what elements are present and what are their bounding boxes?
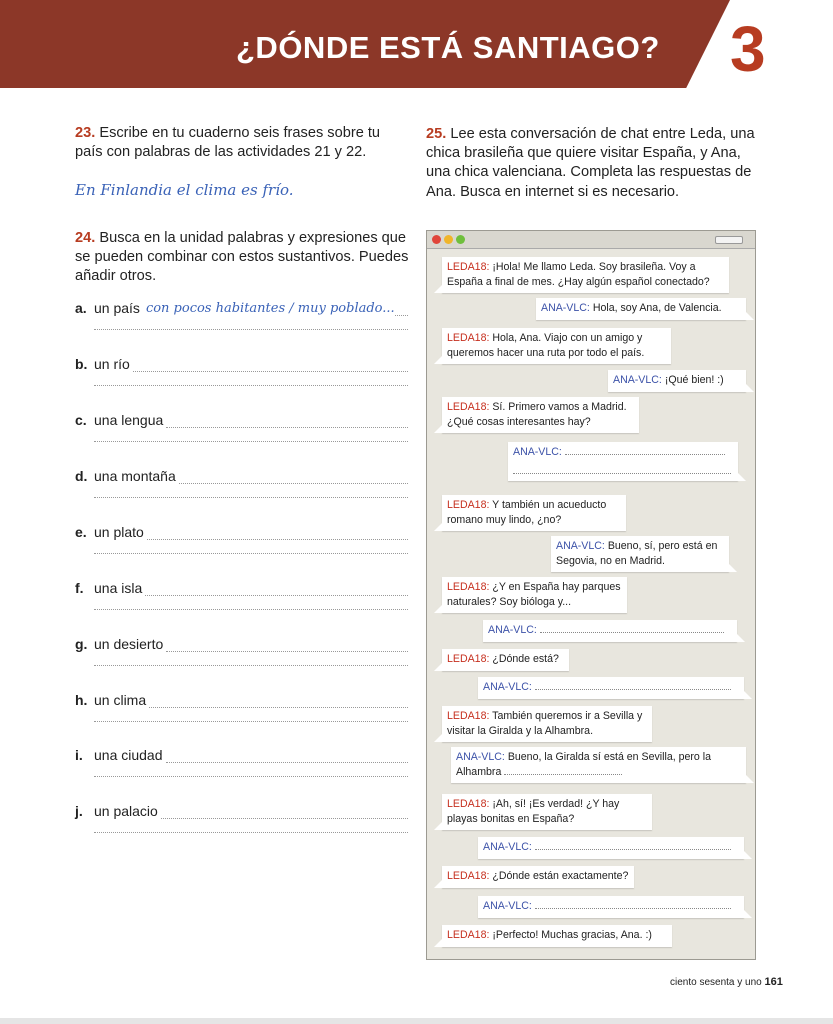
item-noun: una lengua [94,412,164,428]
chat-sender: LEDA18: [447,798,490,810]
page-number: 161 [764,976,783,988]
vocab-item [75,356,408,396]
item-answer-line[interactable] [94,747,408,763]
item-letter: g. [75,636,88,652]
answer-blank[interactable] [565,445,725,455]
vocab-item [75,468,408,508]
chat-sender: LEDA18: [447,653,490,665]
chat-titlebar [427,231,755,249]
chat-message-ana[interactable] [483,620,737,642]
chat-window [426,230,756,960]
item-letter: a. [75,300,87,316]
item-letter: h. [75,692,88,708]
exercise-25 [426,125,761,202]
answer-blank[interactable] [513,464,731,474]
answer-blank[interactable] [535,899,731,909]
item-answer-line[interactable] [94,636,408,652]
item-answer-line[interactable] [94,580,408,596]
chat-text: ¿Dónde están exactamente? [492,870,629,882]
answer-blank[interactable] [535,840,731,850]
chat-sender: ANA-VLC: [513,446,562,458]
chat-message-ana [536,298,746,320]
chat-text: Bueno, la Giralda sí está en Sevilla, pero la Alhambra [456,751,711,778]
chat-sender: LEDA18: [447,401,490,413]
vocab-item [75,524,408,564]
chat-message-leda [442,328,671,364]
exercise-25-number: 25. [426,126,447,142]
item-extra-line[interactable] [94,609,408,610]
item-letter: d. [75,468,88,484]
chat-message-ana[interactable] [478,837,744,859]
item-noun: una ciudad [94,747,163,763]
chat-text: ¿Y en España hay parques naturales? Soy bióloga y... [447,581,621,608]
chat-sender: LEDA18: [447,870,490,882]
exercise-23-number: 23. [75,125,96,141]
vocab-item [75,636,408,676]
chat-text: ¡Hola! Me llamo Leda. Soy brasileña. Voy a España a final de mes. ¿Hay algún español conectado? [447,261,710,288]
chat-sender: LEDA18: [447,929,490,941]
item-noun: una isla [94,580,143,596]
exercise-25-text: Lee esta conversación de chat entre Leda, una chica brasileña que quiere visitar España, y Ana, una chica valenciana. Completa las respuestas de Ana. Busca en internet si es necesario. [426,126,755,200]
vocab-item [75,412,408,452]
item-extra-line[interactable] [94,776,408,777]
chat-sender: LEDA18: [447,499,490,511]
page-header [0,0,833,88]
item-answer-line[interactable] [94,356,408,372]
vocab-item [75,580,408,620]
answer-blank[interactable] [504,765,622,775]
chat-sender: ANA-VLC: [488,624,537,636]
chat-sender: LEDA18: [447,710,490,722]
chat-text: También queremos ir a Sevilla y visitar la Giralda y la Alhambra. [447,710,643,737]
item-noun: un clima [94,692,147,708]
chat-message-ana [608,370,746,392]
bottom-rule [0,1018,833,1024]
chat-text: ¡Qué bien! :) [664,374,724,386]
chat-message-ana [551,536,729,572]
chat-text: Hola, soy Ana, de Valencia. [592,302,722,314]
item-noun: un palacio [94,803,158,819]
maximize-dot-icon[interactable] [456,235,465,244]
item-letter: c. [75,412,87,428]
chat-message-leda [442,706,652,742]
chat-sender: LEDA18: [447,261,490,273]
item-noun: un país [94,300,140,316]
page-footer [670,976,783,988]
item-extra-line[interactable] [94,832,408,833]
minimize-dot-icon[interactable] [444,235,453,244]
vocab-item [75,747,408,787]
chat-message-leda [442,577,627,613]
chat-message-leda [442,925,672,947]
chat-text: ¡Perfecto! Muchas gracias, Ana. :) [492,929,652,941]
chat-sender: ANA-VLC: [613,374,662,386]
exercise-24-text: Busca en la unidad palabras y expresiones que se pueden combinar con estos sustantivos. Puedes añadir otros. [75,230,409,284]
item-letter: f. [75,580,84,596]
item-letter: j. [75,803,83,819]
chat-message-ana [451,747,746,783]
chat-message-ana[interactable] [478,896,744,918]
chat-message-ana[interactable] [508,442,738,481]
chat-message-leda [442,257,729,293]
exercise-23-text: Escribe en tu cuaderno seis frases sobre tu país con palabras de las actividades 21 y 22. [75,125,381,160]
chat-text: Hola, Ana. Viajo con un amigo y queremos hacer una ruta por todo el país. [447,332,645,359]
item-answer-line[interactable] [94,412,408,428]
chat-message-leda [442,649,569,671]
item-answer-line[interactable] [94,803,408,819]
item-extra-line[interactable] [94,721,408,722]
close-dot-icon[interactable] [432,235,441,244]
chat-sender: ANA-VLC: [483,900,532,912]
exercise-23-answer: En Finlandia el clima es frío. [75,181,294,199]
exercise-24 [75,229,410,286]
chat-sender: ANA-VLC: [456,751,505,763]
chat-text: ¡Ah, sí! ¡Es verdad! ¿Y hay playas bonitas en España? [447,798,620,825]
chat-text: Y también un acueducto romano muy lindo, ¿no? [447,499,607,526]
answer-blank[interactable] [540,623,724,633]
chat-message-leda [442,866,634,888]
window-control-icon[interactable] [715,236,743,244]
item-noun: un plato [94,524,144,540]
item-answer-line[interactable] [94,300,408,316]
chat-message-leda [442,794,652,830]
item-answer-line[interactable] [94,524,408,540]
item-extra-line[interactable] [94,385,408,386]
exercise-23 [75,124,410,162]
item-noun: un desierto [94,636,164,652]
chat-message-leda [442,397,639,433]
item-extra-line[interactable] [94,665,408,666]
item-answer-line[interactable] [94,692,408,708]
answer-blank[interactable] [535,680,731,690]
item-extra-line[interactable] [94,497,408,498]
item-extra-line[interactable] [94,553,408,554]
vocab-item [75,803,408,843]
chat-text: Sí. Primero vamos a Madrid. ¿Qué cosas interesantes hay? [447,401,627,428]
chat-sender: ANA-VLC: [541,302,590,314]
chat-message-ana[interactable] [478,677,744,699]
item-handwritten-answer: con pocos habitantes / muy poblado... [145,301,395,316]
item-extra-line[interactable] [94,329,408,330]
item-noun: un río [94,356,130,372]
item-noun: una montaña [94,468,176,484]
chat-sender: LEDA18: [447,581,490,593]
exercise-24-number: 24. [75,230,96,246]
vocab-item [75,300,408,340]
unit-number: 3 [730,13,766,85]
chat-sender: ANA-VLC: [556,540,605,552]
item-letter: b. [75,356,88,372]
item-letter: i. [75,747,83,763]
chat-sender: ANA-VLC: [483,681,532,693]
chat-sender: LEDA18: [447,332,490,344]
vocab-item [75,692,408,732]
chat-text: Bueno, sí, pero está en Segovia, no en Madrid. [556,540,718,567]
chat-sender: ANA-VLC: [483,841,532,853]
footer-text: ciento sesenta y uno [670,977,762,988]
item-letter: e. [75,524,87,540]
chat-message-leda [442,495,626,531]
page-title: ¿DÓNDE ESTÁ SANTIAGO? [236,30,660,65]
item-answer-line[interactable] [94,468,408,484]
item-extra-line[interactable] [94,441,408,442]
chat-text: ¿Dónde está? [492,653,559,665]
